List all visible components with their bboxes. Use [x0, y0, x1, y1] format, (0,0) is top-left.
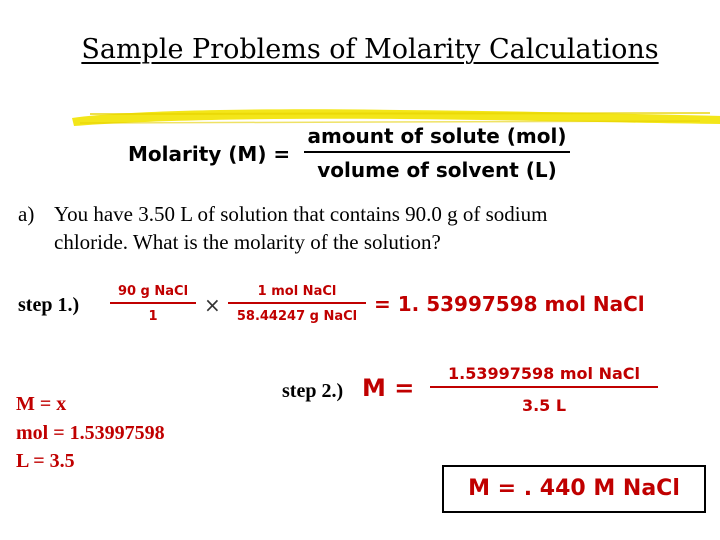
- variable-mol: mol = 1.53997598: [16, 421, 165, 444]
- step2-denominator: 3.5 L: [521, 396, 567, 415]
- given-variables: [16, 390, 165, 476]
- step1-fraction-2: [228, 284, 366, 324]
- formula-lhs: Molarity (M) =: [128, 142, 291, 166]
- step1-frac2-numerator: 1 mol NaCl: [257, 284, 337, 299]
- variable-m: M = x: [16, 393, 67, 415]
- step1-fraction-1: [110, 284, 196, 324]
- step1-result: = 1. 53997598 mol NaCl: [374, 292, 645, 316]
- step2-numerator: 1.53997598 mol NaCl: [448, 364, 640, 383]
- final-answer-box: M = . 440 M NaCl: [442, 465, 706, 513]
- step1-frac2-denominator: 58.44247 g NaCl: [236, 309, 358, 324]
- page-title: Sample Problems of Molarity Calculations: [81, 34, 659, 65]
- formula-numerator: amount of solute (mol): [307, 124, 567, 148]
- step2-label: step 2.): [282, 380, 344, 402]
- formula-denominator: volume of solvent (L): [317, 158, 557, 182]
- step1-frac1-denominator: 1: [148, 309, 158, 324]
- problem-letter: a): [18, 202, 35, 226]
- times-sign: ×: [204, 293, 221, 317]
- step2-fraction: [430, 364, 658, 415]
- step1-label: step 1.): [18, 294, 80, 316]
- problem-statement: [18, 200, 658, 256]
- variable-l: L = 3.5: [16, 450, 75, 472]
- problem-line-1: You have 3.50 L of solution that contains 90.0 g of sodium: [54, 202, 548, 226]
- step1-frac1-numerator: 90 g NaCl: [117, 284, 189, 299]
- problem-line-2: chloride. What is the molarity of the solution?: [54, 230, 441, 254]
- step2-lhs: M =: [362, 374, 415, 402]
- formula-fraction: [304, 124, 570, 182]
